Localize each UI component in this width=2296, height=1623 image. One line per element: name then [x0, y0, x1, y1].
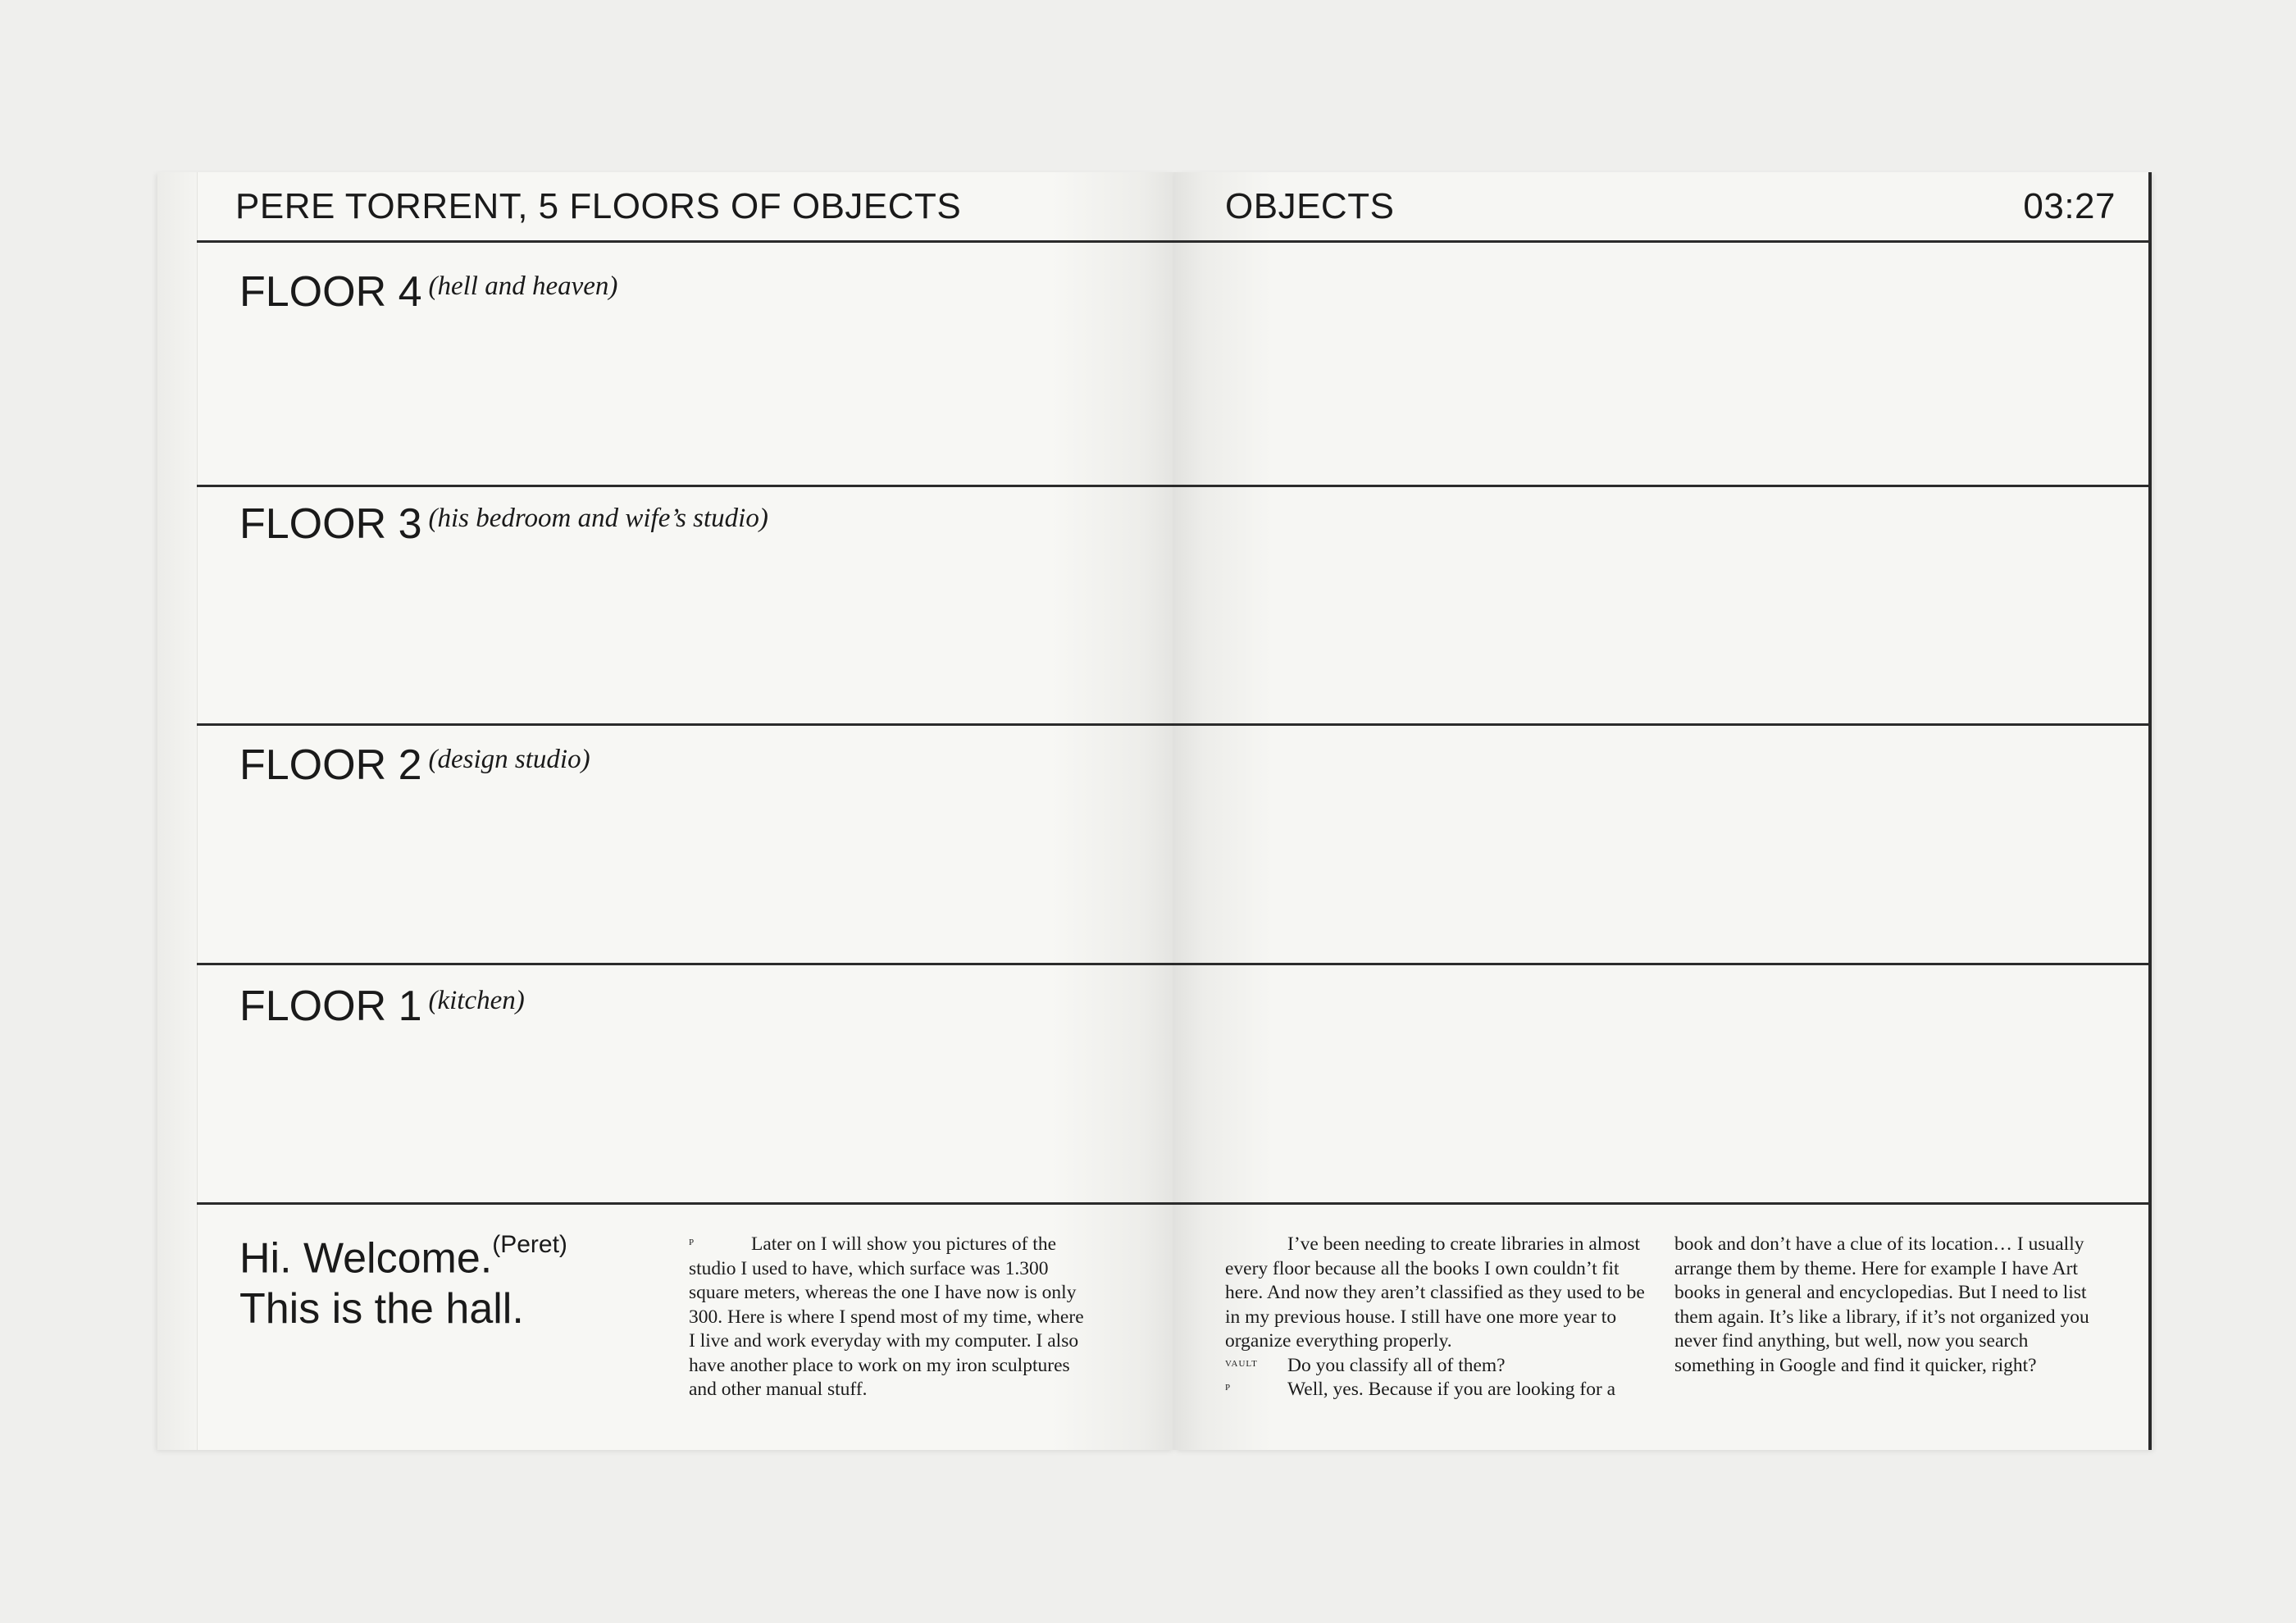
floor-2-heading	[239, 741, 590, 789]
interview-text: book and don’t have a clue of its location… I usually arrange them by theme. Here for example I have Art books in general and encyclopedias. But I need to list them again. It’s like a library, if it’s not organized you never find anything, but well, now you search something in Google and find it quicker, right?	[1674, 1233, 2089, 1376]
interview-column-left	[689, 1233, 1091, 1402]
speaker-vault: VAULT	[1225, 1358, 1258, 1369]
floor-1-heading	[239, 982, 525, 1030]
header-rule	[1174, 240, 2152, 243]
floor-rule	[197, 485, 1174, 487]
left-running-head: PERE TORRENT, 5 FLOORS OF OBJECTS	[235, 186, 962, 226]
hall-greeting: Hi. Welcome.	[239, 1234, 493, 1283]
speaker-p: P	[1225, 1383, 1232, 1393]
floor-4-heading	[239, 268, 618, 316]
floor-3-heading	[239, 500, 768, 548]
hall-speaker: (Peret)	[492, 1231, 567, 1258]
interview-text: I’ve been needing to create libraries in almost every floor because all the books I own couldn’t fit here. And now they aren’t classified as they used to be in my previous house. I still have one more year to organize everything properly.	[1225, 1233, 1645, 1352]
hall-caption: This is the hall.	[239, 1285, 524, 1334]
interview-answer: Well, yes. Because if you are looking for a	[1287, 1379, 1616, 1400]
floor-2-label: FLOOR 2	[239, 741, 422, 789]
hall-heading	[239, 1224, 567, 1334]
page-edge	[2148, 172, 2152, 1450]
floor-3-label: FLOOR 3	[239, 500, 422, 548]
speaker-p: P	[689, 1238, 695, 1247]
interview-question: Do you classify all of them?	[1287, 1354, 1506, 1376]
header-rule	[197, 240, 1174, 243]
floor-rule	[1174, 963, 2152, 965]
timestamp: 03:27	[2023, 186, 2116, 226]
floor-rule	[197, 1202, 1174, 1205]
floor-rule	[197, 723, 1174, 726]
interview-column-middle	[1225, 1233, 1651, 1402]
floor-1-label: FLOOR 1	[239, 982, 422, 1030]
floor-rule	[1174, 723, 2152, 726]
floor-rule	[1174, 1202, 2152, 1205]
interview-text: Later on I will show you pictures of the studio I used to have, which surface was 1.300 square meters, whereas the one I have now is only 300. Here is where I spend most of my time, where I live and work everyday with my computer. I also have another place to work on my iron sculptures and other manual stuff.	[689, 1233, 1084, 1400]
floor-4-label: FLOOR 4	[239, 268, 422, 316]
floor-rule	[1174, 485, 2152, 487]
floor-3-note: (his bedroom and wife’s studio)	[428, 504, 768, 533]
right-running-head: OBJECTS	[1225, 186, 1395, 226]
floor-2-note: (design studio)	[428, 745, 590, 774]
magazine-spread	[157, 172, 2152, 1450]
left-page	[157, 172, 1174, 1450]
floor-1-note: (kitchen)	[428, 986, 525, 1015]
page-edge	[157, 172, 198, 1450]
floor-rule	[197, 963, 1174, 965]
floor-4-note: (hell and heaven)	[428, 271, 618, 301]
interview-column-right	[1674, 1233, 2093, 1378]
right-page	[1174, 172, 2152, 1450]
